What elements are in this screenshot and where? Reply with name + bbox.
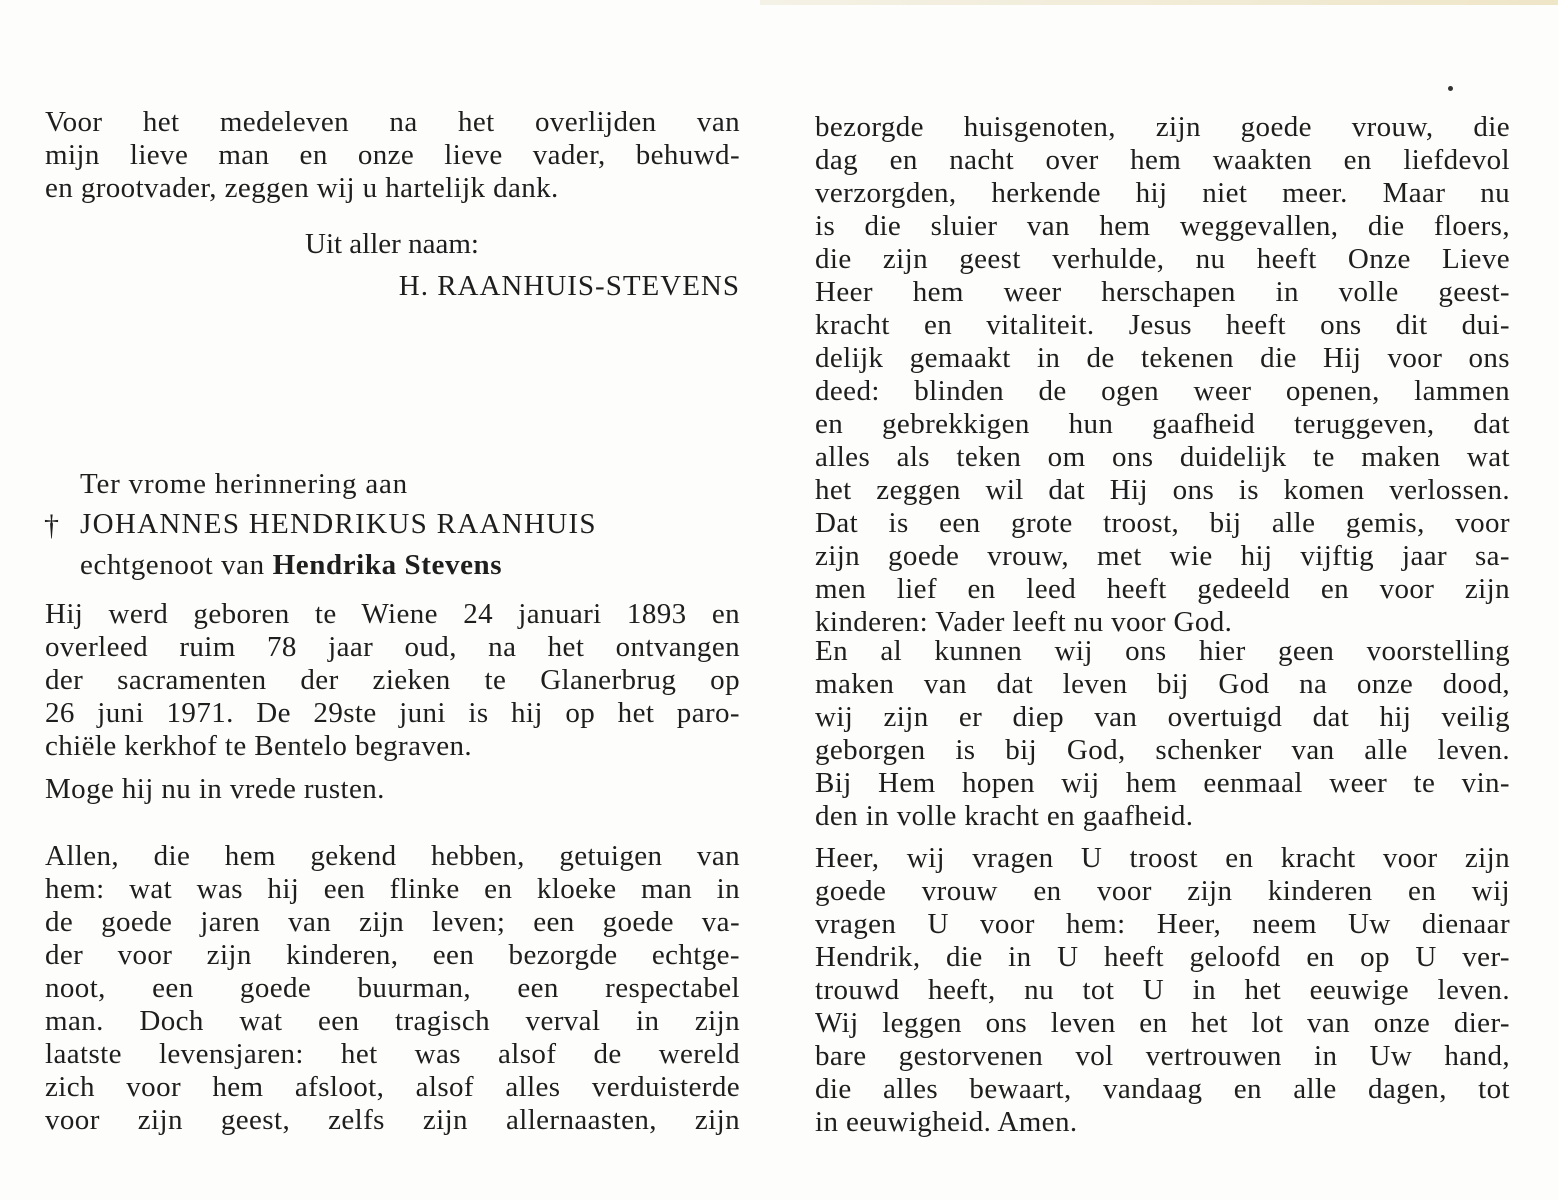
- text-line: Moge hij nu in vrede rusten.: [45, 773, 385, 805]
- text-line: Bij Hem hopen wij hem eenmaal weer te vin-: [815, 767, 1510, 799]
- text-line: 26 juni 1971. De 29ste juni is hij op het paro-: [45, 697, 740, 729]
- text-line: hem: wat was hij een flinke en kloeke man in: [45, 873, 740, 905]
- signoff-label: Uit aller naam:: [305, 228, 479, 260]
- text-line: in eeuwigheid. Amen.: [815, 1106, 1078, 1138]
- text-line: noot, een goede buurman, een respectabel: [45, 972, 740, 1004]
- text-line: man. Doch wat een tragisch verval in zijn: [45, 1005, 740, 1037]
- text-line: den in volle kracht en gaafheid.: [815, 800, 1194, 832]
- spouse-name: Hendrika Stevens: [272, 549, 503, 581]
- spouse-prefix: echtgenoot van: [80, 549, 265, 581]
- faith-paragraph: [815, 635, 1510, 833]
- text-line: voor zijn geest, zelfs zijn allernaasten, zijn: [45, 1104, 740, 1136]
- text-line: men lief en leed heeft gedeeld en voor zijn: [815, 573, 1510, 605]
- memorial-intro: Ter vrome herinnering aan: [80, 468, 408, 500]
- text-line: Voor het medeleven na het overlijden van: [45, 106, 740, 138]
- prayer-paragraph: [815, 842, 1510, 1139]
- text-line: wij zijn er diep van overtuigd dat hij veilig: [815, 701, 1510, 733]
- text-line: Allen, die hem gekend hebben, getuigen van: [45, 840, 740, 872]
- text-line: zijn goede vrouw, met wie hij vijftig jaar sa-: [815, 540, 1510, 572]
- deceased-name: JOHANNES HENDRIKUS RAANHUIS: [80, 508, 597, 540]
- text-line: laatste levensjaren: het was alsof de wereld: [45, 1038, 740, 1070]
- text-line: dag en nacht over hem waakten en liefdevol: [815, 144, 1510, 176]
- page-edge: [760, 0, 1558, 5]
- text-line: zich voor hem afsloot, alsof alles verduisterde: [45, 1071, 740, 1103]
- text-line: de goede jaren van zijn leven; een goede va-: [45, 906, 740, 938]
- text-line: Dat is een grote troost, bij alle gemis, voor: [815, 507, 1510, 539]
- text-line: der sacramenten der zieken te Glanerbrug op: [45, 664, 740, 696]
- text-line: bare gestorvenen vol vertrouwen in Uw hand,: [815, 1040, 1510, 1072]
- text-line: kracht en vitaliteit. Jesus heeft ons dit dui-: [815, 309, 1510, 341]
- text-line: Hendrik, die in U heeft geloofd en op U ver-: [815, 941, 1510, 973]
- text-line: geborgen is bij God, schenker van alle leven.: [815, 734, 1510, 766]
- text-line: trouwd heeft, nu tot U in het eeuwige leven.: [815, 974, 1510, 1006]
- text-line: en gebrekkigen hun gaafheid teruggeven, dat: [815, 408, 1510, 440]
- text-line: Wij leggen ons leven en het lot van onze dier-: [815, 1007, 1510, 1039]
- text-line: goede vrouw en voor zijn kinderen en wij: [815, 875, 1510, 907]
- text-line: die alles bewaart, vandaag en alle dagen, tot: [815, 1073, 1510, 1105]
- text-line: En al kunnen wij ons hier geen voorstelling: [815, 635, 1510, 667]
- ink-dot: [1448, 86, 1453, 91]
- text-line: Heer hem weer herschapen in volle geest-: [815, 276, 1510, 308]
- biography-paragraph: [45, 598, 740, 763]
- text-line: maken van dat leven bij God na onze dood,: [815, 668, 1510, 700]
- cross-icon: †: [44, 509, 59, 542]
- text-line: die zijn geest verhulde, nu heeft Onze Lieve: [815, 243, 1510, 275]
- text-line: het zeggen wil dat Hij ons is komen verlossen.: [815, 474, 1510, 506]
- signoff-name: H. RAANHUIS-STEVENS: [398, 270, 740, 302]
- text-line: is die sluier van hem weggevallen, die floers,: [815, 210, 1510, 242]
- text-line: bezorgde huisgenoten, zijn goede vrouw, die: [815, 111, 1510, 143]
- text-line: verzorgden, herkende hij niet meer. Maar nu: [815, 177, 1510, 209]
- text-line: deed: blinden de ogen weer openen, lammen: [815, 375, 1510, 407]
- text-line: Heer, wij vragen U troost en kracht voor zijn: [815, 842, 1510, 874]
- text-line: chiële kerkhof te Bentelo begraven.: [45, 730, 473, 762]
- text-line: der voor zijn kinderen, een bezorgde echtge-: [45, 939, 740, 971]
- tribute-continued-paragraph: [815, 111, 1510, 639]
- spouse-line: [80, 549, 502, 582]
- text-line: en grootvader, zeggen wij u hartelijk dank.: [45, 172, 559, 204]
- text-line: kinderen: Vader leeft nu voor God.: [815, 606, 1233, 638]
- thanks-paragraph: [45, 106, 740, 205]
- text-line: Hij werd geboren te Wiene 24 januari 1893 en: [45, 598, 740, 630]
- text-line: overleed ruim 78 jaar oud, na het ontvangen: [45, 631, 740, 663]
- text-line: alles als teken om ons duidelijk te maken wat: [815, 441, 1510, 473]
- tribute-paragraph: [45, 840, 740, 1137]
- text-line: vragen U voor hem: Heer, neem Uw dienaar: [815, 908, 1510, 940]
- rest-in-peace-line: [45, 773, 740, 806]
- text-line: delijk gemaakt in de tekenen die Hij voor ons: [815, 342, 1510, 374]
- text-line: mijn lieve man en onze lieve vader, behuwd-: [45, 139, 740, 171]
